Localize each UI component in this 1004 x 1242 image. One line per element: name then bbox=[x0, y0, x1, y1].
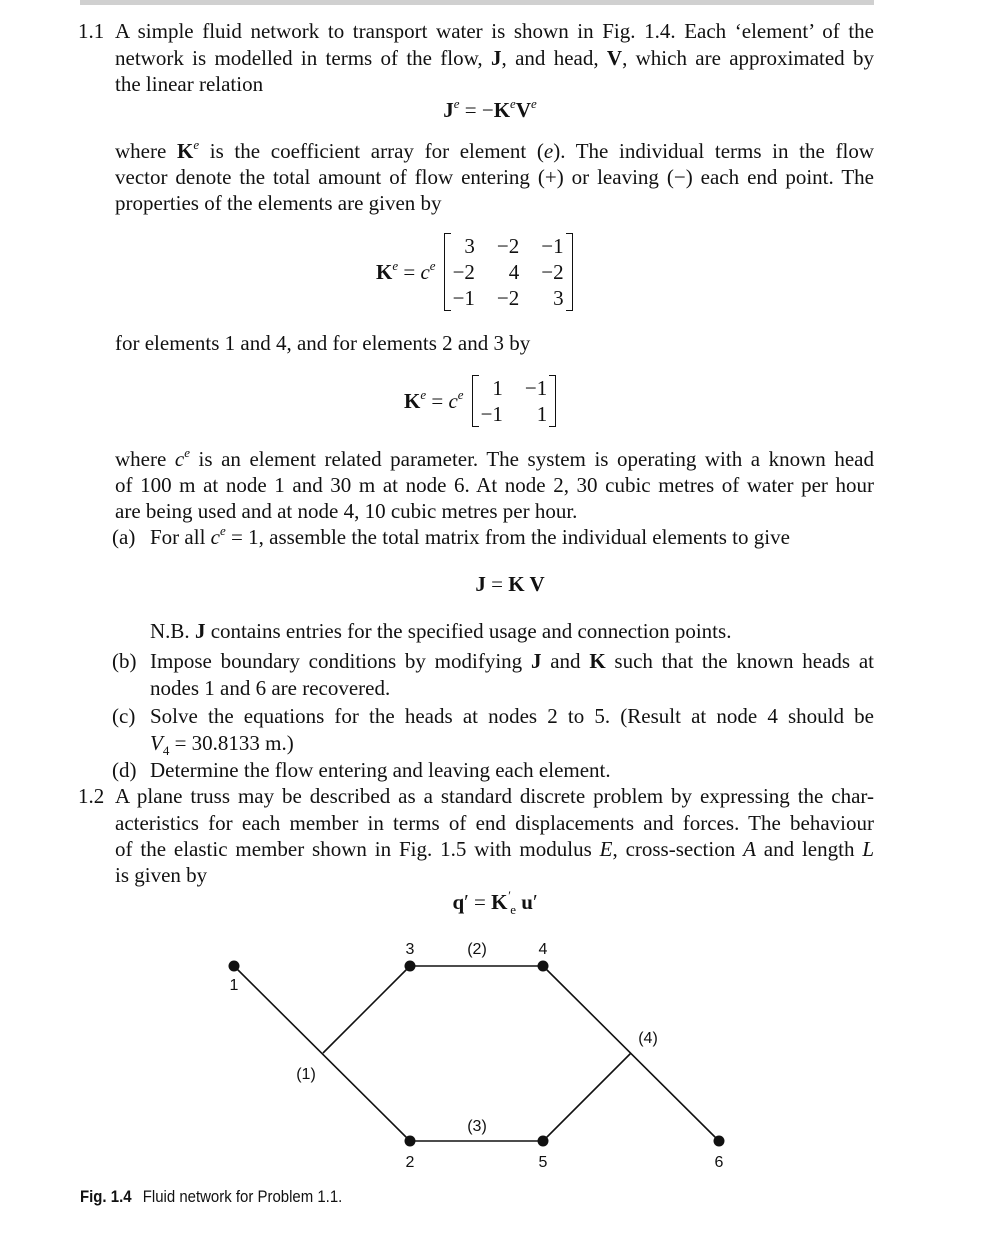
node-label: 4 bbox=[538, 941, 548, 958]
text-run: Solve the equations for the heads at nodes 2 to 5. (Result at node 4 should be bbox=[150, 704, 874, 728]
text-run: the linear relation bbox=[115, 72, 264, 96]
matrix-entry: −2 bbox=[452, 260, 475, 284]
text-run: e bbox=[543, 139, 554, 163]
text-run: J bbox=[475, 572, 486, 596]
text-run: Impose boundary conditions by modifying bbox=[150, 649, 531, 673]
text-run: where bbox=[115, 447, 175, 471]
text-run: e bbox=[220, 523, 226, 538]
text-run: and length bbox=[755, 837, 863, 861]
text-run: is given by bbox=[115, 863, 208, 887]
text-run: = 1, assemble the total matrix from the individual elements to give bbox=[225, 525, 790, 549]
matrix-entry: −1 bbox=[541, 234, 564, 258]
text-run: e bbox=[392, 257, 399, 273]
text-run: J bbox=[443, 98, 454, 122]
text-run: is an element related parameter. The system is operating with a known head bbox=[189, 447, 874, 471]
item-label-b: (b) bbox=[112, 649, 137, 673]
text-run: e bbox=[429, 257, 436, 273]
matrix-entry: −1 bbox=[480, 402, 503, 426]
text-run: e bbox=[530, 96, 537, 111]
text-run: of the elastic member shown in Fig. 1.5 with modulus bbox=[115, 837, 600, 861]
text-run: K bbox=[589, 649, 606, 673]
text-run: V bbox=[150, 731, 163, 755]
text-run: c bbox=[420, 259, 430, 284]
text-run: vector denote the total amount of flow entering (+) or leaving (−) each end point. The bbox=[115, 165, 874, 189]
text-run: nodes 1 and 6 are recovered. bbox=[150, 676, 391, 700]
problem-number: 1.2 bbox=[78, 784, 105, 808]
element-label: (3) bbox=[467, 1118, 487, 1135]
text-run: , cross-section bbox=[612, 837, 744, 861]
text-run: N.B. bbox=[150, 619, 195, 643]
text-run: ). The individual terms in the flow bbox=[553, 139, 874, 163]
caption-text: Fluid network for Problem 1.1. bbox=[142, 1187, 343, 1206]
node-dot bbox=[229, 961, 240, 972]
text-run: K bbox=[376, 259, 393, 284]
text-run: e bbox=[453, 96, 460, 111]
matrix-entry: 1 bbox=[492, 376, 503, 400]
caption-label: Fig. 1.4 bbox=[80, 1187, 132, 1206]
text-run: = bbox=[426, 388, 449, 413]
element-label: (1) bbox=[296, 1066, 316, 1083]
text-run: such that the known heads at bbox=[605, 649, 874, 673]
text-run: K bbox=[176, 139, 194, 163]
text-run: A simple fluid network to transport water is shown in Fig. 1.4. Each ‘element’ of the bbox=[115, 19, 874, 43]
text-run: J bbox=[194, 619, 206, 643]
item-label-a: (a) bbox=[112, 525, 136, 549]
text-run: K bbox=[493, 98, 511, 122]
text-run: V bbox=[606, 46, 623, 70]
matrix-entry: 1 bbox=[536, 402, 548, 426]
node-dot bbox=[714, 1136, 725, 1147]
text-run: e bbox=[510, 902, 517, 917]
node-label: 6 bbox=[714, 1154, 724, 1171]
text-run: = − bbox=[459, 98, 494, 122]
node-dot bbox=[405, 961, 416, 972]
node-dot bbox=[538, 1136, 549, 1147]
text-run: c bbox=[174, 447, 185, 471]
item-label-c: (c) bbox=[112, 704, 136, 728]
text-run: V bbox=[515, 98, 531, 122]
text-run: of 100 m at node 1 and 30 m at node 6. At node 2, 30 cubic metres of water per hour bbox=[115, 473, 874, 497]
matrix-entry: −2 bbox=[496, 234, 520, 258]
text-run: J bbox=[530, 649, 542, 673]
text-run: ′ bbox=[532, 890, 538, 914]
node-label: 1 bbox=[229, 977, 239, 994]
text-run: A bbox=[743, 837, 756, 861]
element-label: (4) bbox=[638, 1030, 658, 1047]
text-run: where bbox=[115, 139, 177, 163]
text-run: is the coefficient array for element ( bbox=[199, 139, 544, 163]
text-run: c bbox=[210, 525, 220, 549]
text-run: E bbox=[599, 837, 613, 861]
node-dot bbox=[538, 961, 549, 972]
text-run: e bbox=[184, 446, 190, 460]
text-run: ′ = bbox=[464, 890, 492, 914]
matrix-entry: −1 bbox=[524, 376, 548, 400]
text-run: ′ bbox=[507, 888, 511, 903]
text-run: properties of the elements are given by bbox=[115, 191, 442, 215]
text-run: K bbox=[404, 388, 421, 413]
text-run: e bbox=[420, 386, 427, 402]
text-run: , which are approximated by bbox=[622, 46, 874, 70]
node-label: 5 bbox=[538, 1154, 548, 1171]
node-label: 2 bbox=[405, 1154, 415, 1171]
text-run: = bbox=[485, 572, 509, 596]
text-run: network is modelled in terms of the flow, bbox=[115, 46, 491, 70]
text-run: A plane truss may be described as a standard discrete problem by expressing the char- bbox=[115, 784, 874, 808]
matrix-entry: −2 bbox=[541, 260, 564, 284]
text-run: for elements 1 and 4, and for elements 2 and 3 by bbox=[115, 331, 531, 355]
text-run: and bbox=[541, 649, 590, 673]
matrix-entry: −1 bbox=[452, 286, 475, 310]
text-run: c bbox=[448, 388, 458, 413]
text-run: = 30.8133 m.) bbox=[169, 731, 294, 755]
text-run: Determine the flow entering and leaving each element. bbox=[150, 758, 611, 782]
text-run: 4 bbox=[162, 743, 170, 758]
item-label-d: (d) bbox=[112, 758, 137, 782]
text-run: u bbox=[521, 890, 533, 914]
text-run: are being used and at node 4, 10 cubic metres per hour. bbox=[115, 499, 578, 523]
text-run: e bbox=[193, 138, 200, 152]
matrix-entry: 3 bbox=[553, 286, 564, 310]
node-dot bbox=[405, 1136, 416, 1147]
text-run: For all bbox=[150, 525, 211, 549]
matrix-entry: 4 bbox=[508, 260, 520, 284]
pipe-branch bbox=[543, 1053, 631, 1141]
node-label: 3 bbox=[405, 941, 415, 958]
text-run: J bbox=[491, 46, 502, 70]
text-run: K bbox=[491, 890, 508, 914]
problem-number: 1.1 bbox=[78, 19, 105, 43]
text-run: q bbox=[452, 890, 465, 914]
text-run: e bbox=[510, 96, 516, 111]
matrix-entry: −2 bbox=[496, 286, 520, 310]
text-run: , and head, bbox=[501, 46, 607, 70]
text-run: contains entries for the specified usage and connection points. bbox=[205, 619, 732, 643]
pipe-branch bbox=[323, 966, 410, 1053]
text-run: = bbox=[398, 259, 421, 284]
matrix-entry: 3 bbox=[464, 234, 475, 258]
figure-caption bbox=[80, 1187, 342, 1207]
text-run: acteristics for each member in terms of end displacements and forces. The behaviour bbox=[115, 811, 874, 835]
text-run: L bbox=[862, 837, 874, 861]
element-label: (2) bbox=[467, 941, 487, 958]
text-run: e bbox=[457, 386, 464, 402]
text-run: K V bbox=[508, 572, 545, 596]
